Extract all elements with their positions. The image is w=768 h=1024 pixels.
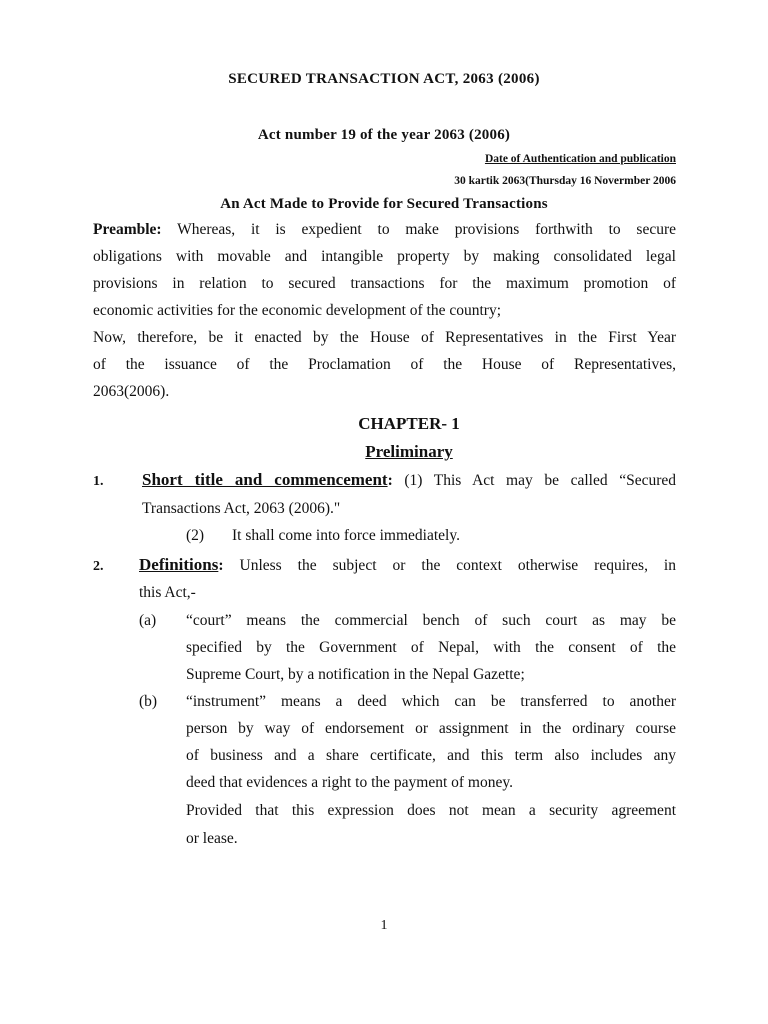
preamble-line-7: 2063(2006).: [93, 383, 170, 400]
act-heading: An Act Made to Provide for Secured Transactions: [220, 196, 548, 212]
clause-b-line-2: person by way of endorsement or assignment in the ordinary course: [186, 720, 676, 737]
authentication-date: 30 kartik 2063(Thursday 16 Novermber 2006: [454, 175, 676, 187]
clause-a-line-1: “court” means the commercial bench of such court as may be: [186, 612, 676, 629]
section-1-text-1: (1) This Act may be called “Secured: [404, 472, 676, 489]
preamble-label: Preamble:: [93, 221, 162, 238]
clause-b-proviso-line-1: Provided that this expression does not mean a security agreement: [186, 802, 676, 819]
section-2-line-2: this Act,-: [139, 584, 196, 601]
authentication-label: Date of Authentication and publication: [484, 153, 676, 165]
section-2-colon: :: [218, 557, 224, 574]
preamble-line-5: Now, therefore, be it enacted by the House of Representatives in the First Year: [93, 329, 676, 346]
section-2-line-1: [139, 555, 676, 575]
section-1-heading: Short title and commencement: [142, 470, 388, 489]
clause-b-line-4: deed that evidences a right to the payment of money.: [186, 774, 513, 791]
preamble-text-1: Whereas, it is expedient to make provisions forthwith to secure: [177, 221, 676, 238]
clause-b-line-1: “instrument” means a deed which can be transferred to another: [186, 693, 676, 710]
preamble-line-2: obligations with movable and intangible property by making consolidated legal: [93, 248, 676, 265]
section-1-line-1: [142, 470, 676, 490]
clause-a-label: (a): [139, 612, 157, 629]
clause-b-line-3: of business and a share certificate, and this term also includes any: [186, 747, 676, 764]
clause-b-proviso-line-2: or lease.: [186, 830, 238, 847]
section-2-text-1: Unless the subject or the context otherwise requires, in: [239, 557, 676, 574]
document-title: SECURED TRANSACTION ACT, 2063 (2006): [228, 71, 540, 87]
clause-a-line-2: specified by the Government of Nepal, with the consent of the: [186, 639, 676, 656]
section-1-line-2: Transactions Act, 2063 (2006).": [142, 500, 341, 517]
section-1-colon: :: [387, 472, 393, 489]
section-2-number: 2.: [93, 559, 104, 574]
preamble-line-6: of the issuance of the Proclamation of the House of Representatives,: [93, 356, 676, 373]
section-2-heading: Definitions: [139, 555, 219, 574]
chapter-subtitle: Preliminary: [365, 442, 453, 461]
preamble-line-1: [93, 221, 676, 239]
section-1-sub2-label: (2): [186, 527, 205, 544]
section-1-sub2-text: It shall come into force immediately.: [232, 527, 460, 544]
act-number: Act number 19 of the year 2063 (2006): [257, 127, 511, 143]
section-1-number: 1.: [93, 474, 104, 489]
page-number: 1: [380, 918, 388, 933]
clause-b-label: (b): [139, 693, 158, 710]
chapter-title: CHAPTER- 1: [358, 414, 460, 433]
preamble-line-4: economic activities for the economic development of the country;: [93, 302, 502, 319]
clause-a-line-3: Supreme Court, by a notification in the Nepal Gazette;: [186, 666, 525, 683]
preamble-line-3: provisions in relation to secured transactions for the maximum promotion of: [93, 275, 676, 292]
